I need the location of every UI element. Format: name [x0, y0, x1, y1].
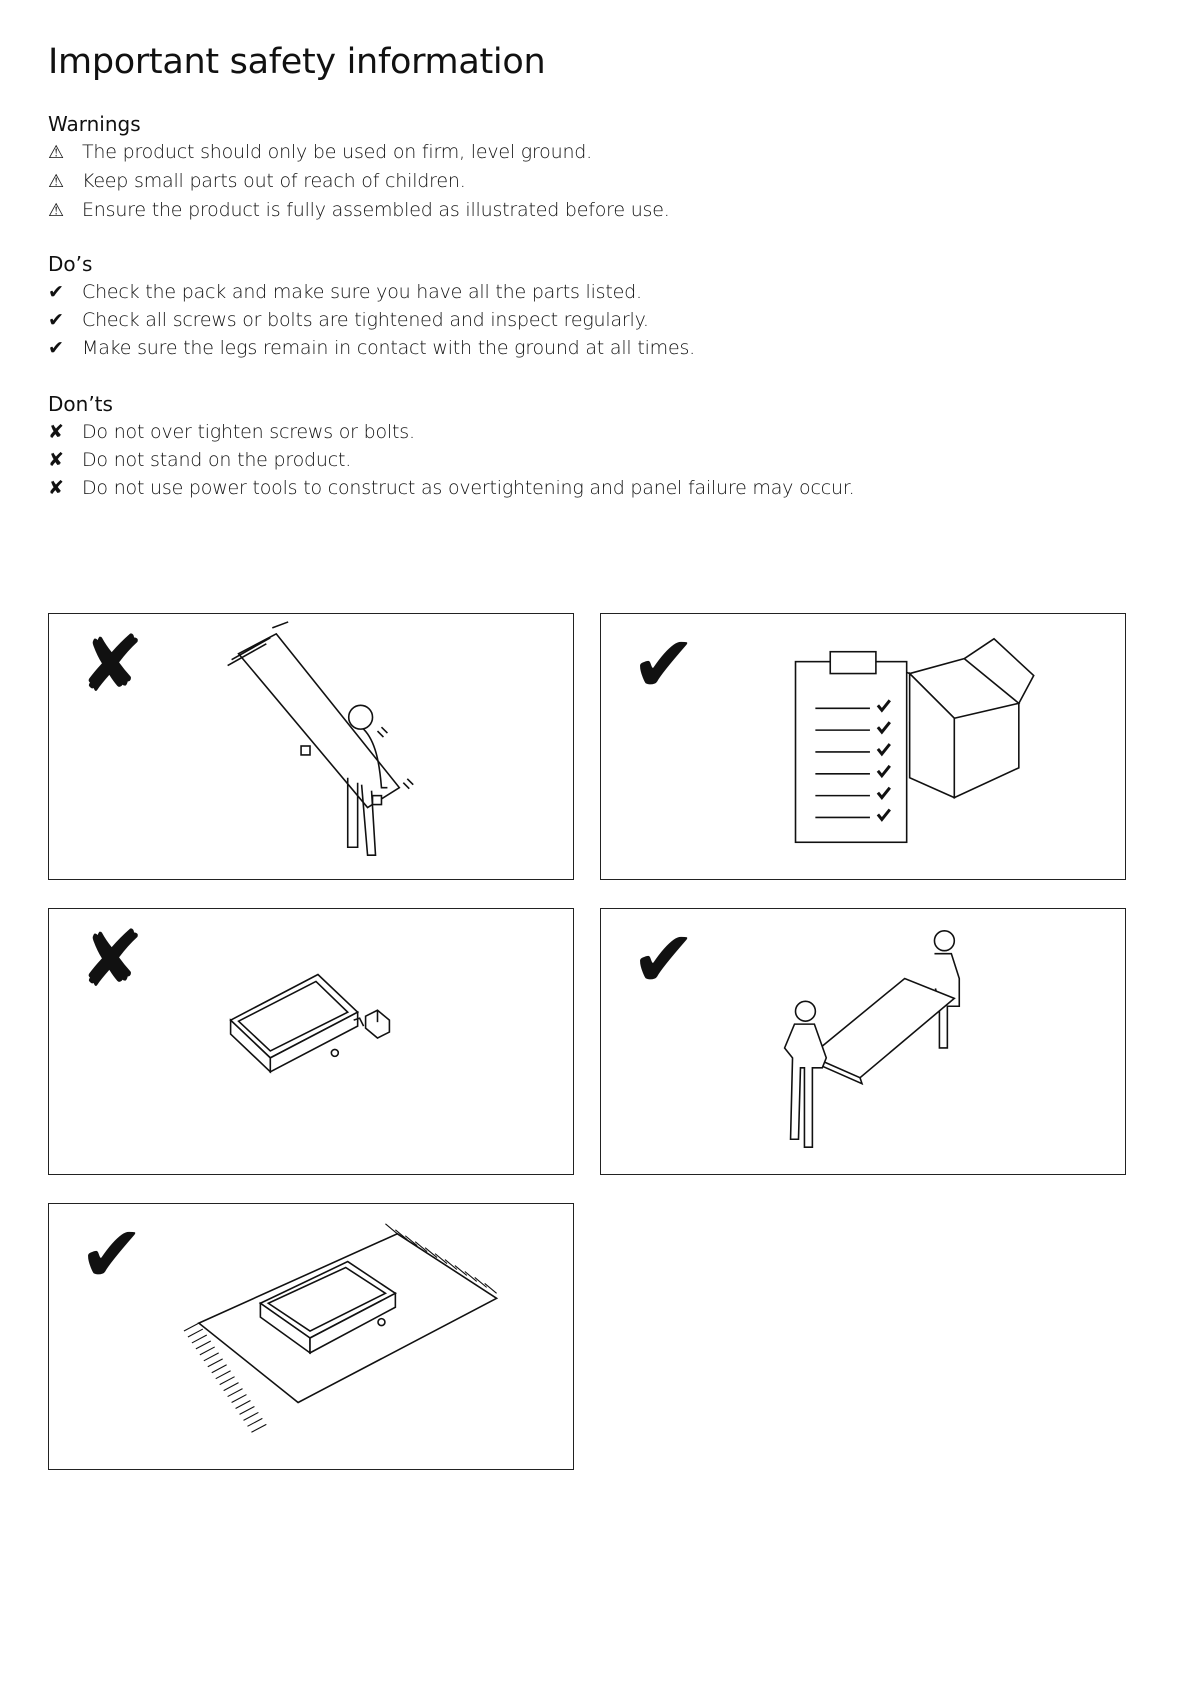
- list-item: ✔ Check all screws or bolts are tightened and inspect regularly.: [48, 306, 695, 334]
- dos-section: [48, 252, 695, 362]
- illustration-panel-2: [600, 613, 1126, 880]
- two-people-carrying-panel-icon: [601, 909, 1125, 1174]
- cross-icon: ✘: [48, 421, 64, 443]
- check-icon: ✔: [48, 281, 64, 303]
- warnings-heading: Warnings: [48, 112, 141, 136]
- list-item: ⚠ Ensure the product is fully assembled as illustrated before use.: [48, 196, 670, 225]
- list-item: ⚠ The product should only be used on firm, level ground.: [48, 138, 670, 167]
- warnings-list: [48, 138, 670, 225]
- check-icon: ✔: [631, 620, 697, 710]
- check-icon: ✔: [79, 1210, 145, 1300]
- person-lifting-panel-icon: [49, 614, 573, 879]
- warning-icon: ⚠: [48, 200, 64, 221]
- parts-checklist-and-box-icon: [601, 614, 1125, 879]
- page-title: Important safety information: [48, 42, 546, 82]
- check-icon: ✔: [631, 915, 697, 1005]
- cross-icon: ✘: [79, 915, 145, 1005]
- warning-icon: ⚠: [48, 171, 64, 192]
- illustration-panel-3: [48, 908, 574, 1175]
- list-item: ⚠ Keep small parts out of reach of children.: [48, 167, 670, 196]
- donts-section: [48, 392, 855, 502]
- dos-list: [48, 278, 695, 362]
- cross-icon: ✘: [48, 449, 64, 471]
- cross-icon: ✘: [79, 620, 145, 710]
- cross-icon: ✘: [48, 477, 64, 499]
- drawer-with-loose-part-icon: [49, 909, 573, 1174]
- list-item: ✘ Do not use power tools to construct as overtightening and panel failure may occur.: [48, 474, 855, 502]
- dos-heading: Do’s: [48, 252, 93, 276]
- illustration-panel-1: [48, 613, 574, 880]
- warnings-section: [48, 112, 670, 225]
- illustration-panel-5: [48, 1203, 574, 1470]
- check-icon: ✔: [48, 337, 64, 359]
- list-item: ✘ Do not stand on the product.: [48, 446, 855, 474]
- donts-list: [48, 418, 855, 502]
- list-item: ✘ Do not over tighten screws or bolts.: [48, 418, 855, 446]
- warning-icon: ⚠: [48, 142, 64, 163]
- illustration-panel-4: [600, 908, 1126, 1175]
- check-icon: ✔: [48, 309, 64, 331]
- list-item: ✔ Check the pack and make sure you have all the parts listed.: [48, 278, 695, 306]
- list-item: ✔ Make sure the legs remain in contact with the ground at all times.: [48, 334, 695, 362]
- assemble-on-rug-icon: [49, 1204, 573, 1469]
- donts-heading: Don’ts: [48, 392, 113, 416]
